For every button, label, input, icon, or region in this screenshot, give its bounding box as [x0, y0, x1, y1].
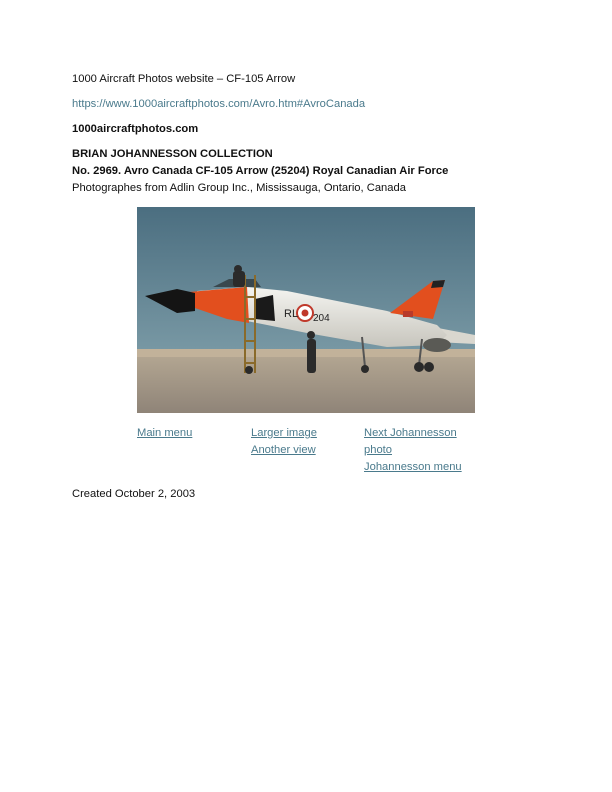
- pilot-figure: [233, 271, 245, 287]
- main-menu-link[interactable]: Main menu: [137, 427, 193, 439]
- photo-title: No. 2969. Avro Canada CF-105 Arrow (25204) Royal Canadian Air Force: [72, 165, 449, 177]
- aircraft-photo: [137, 207, 475, 413]
- next-photo-link-continued[interactable]: photo: [364, 444, 392, 456]
- site-name: 1000aircraftphotos.com: [72, 123, 199, 135]
- larger-image-link[interactable]: Larger image: [251, 427, 317, 439]
- created-date: Created October 2, 2003: [72, 488, 196, 500]
- photo-credit: Photographes from Adlin Group Inc., Mississauga, Ontario, Canada: [72, 182, 406, 194]
- collection-heading: BRIAN JOHANNESSON COLLECTION: [72, 148, 273, 160]
- next-photo-link[interactable]: Next Johannesson: [364, 427, 457, 439]
- page-heading: 1000 Aircraft Photos website – CF-105 Arrow: [72, 73, 296, 85]
- engine-exhaust: [423, 338, 451, 352]
- johannesson-menu-link[interactable]: Johannesson menu: [364, 461, 462, 473]
- source-url-link[interactable]: https://www.1000aircraftphotos.com/Avro.htm#AvroCanada: [72, 98, 366, 110]
- serial-marking: 204: [313, 313, 330, 324]
- another-view-link[interactable]: Another view: [251, 444, 316, 456]
- aircraft-marking: RL: [284, 308, 299, 320]
- ground-crew-figure: [307, 339, 316, 373]
- tail-flag: [403, 311, 413, 317]
- air-intake: [255, 295, 275, 321]
